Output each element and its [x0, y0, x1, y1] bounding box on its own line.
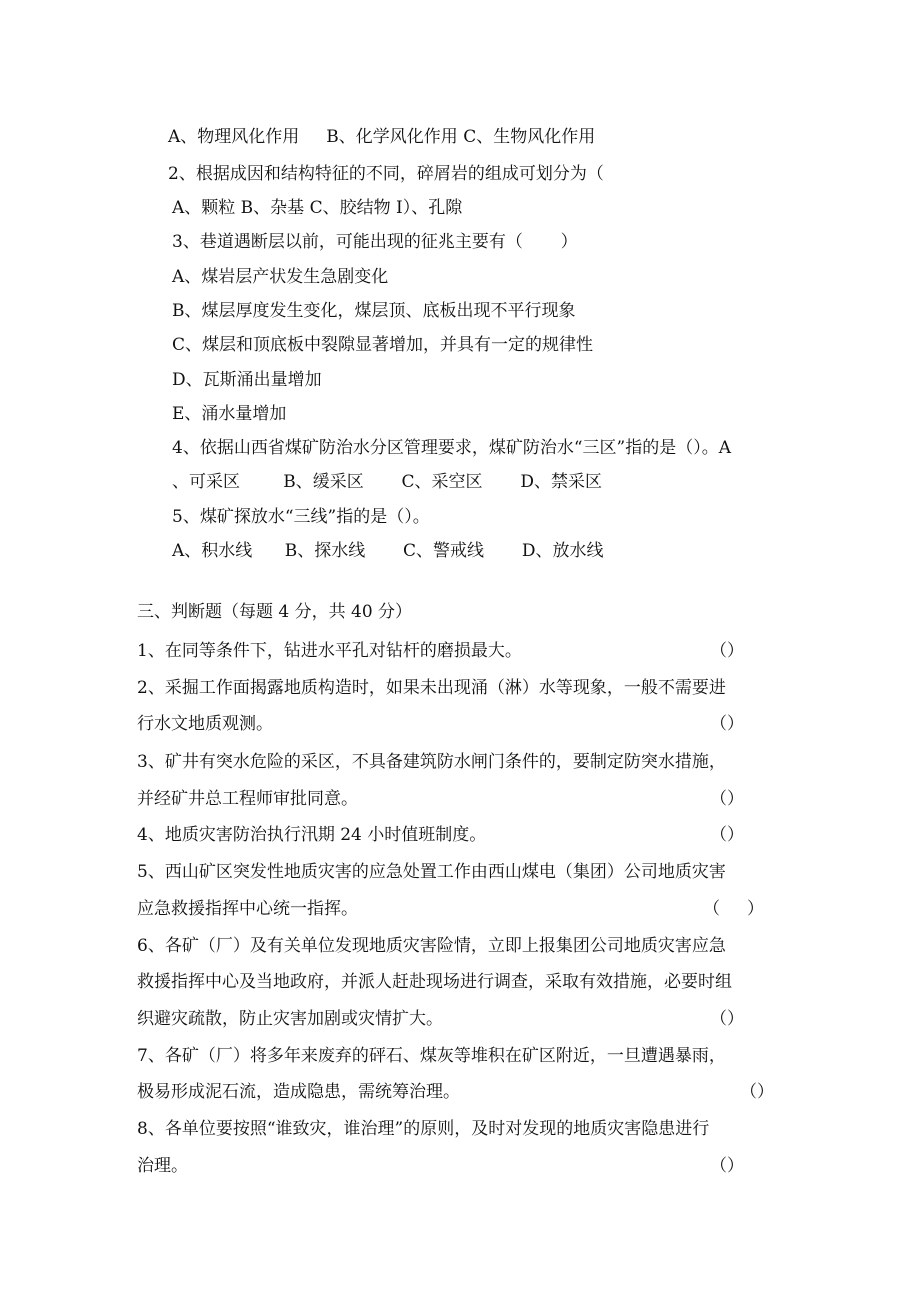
tf-answer-5: （ ）	[703, 899, 765, 919]
tf-answer-6: （）	[710, 1009, 744, 1029]
q2-options: A、颗粒 B、杂基 C、胶结物 I）、孔隙	[172, 198, 463, 218]
tf-section-header: 三、判断题（每题 4 分，共 40 分）	[137, 602, 413, 622]
tf-item-5-line1: 5、西山矿区突发性地质灾害的应急处置工作由西山煤电（集团）公司地质灾害	[137, 862, 726, 882]
q3-option-e: E、涌水量增加	[172, 404, 287, 424]
tf-answer-1: （）	[710, 641, 744, 661]
tf-answer-7: （）	[740, 1082, 774, 1102]
tf-item-6-line3: 织避灾疏散，防止灾害加剧或灾情扩大。	[137, 1009, 443, 1029]
q5-options: A、积水线 B、探水线 C、警戒线 D、放水线	[172, 541, 604, 561]
tf-answer-4: （）	[710, 825, 744, 845]
q5-stem: 5、煤矿探放水“三线”指的是（）。	[172, 507, 430, 527]
tf-item-8-line2: 治理。	[137, 1156, 188, 1176]
q4-stem: 4、依据山西省煤矿防治水分区管理要求，煤矿防治水“三区”指的是（）。A	[172, 438, 731, 458]
q3-option-c: C、煤层和顶底板中裂隙显著增加，并具有一定的规律性	[172, 335, 594, 355]
q3-option-b: B、煤层厚度发生变化，煤层顶、底板出现不平行现象	[172, 301, 576, 321]
q3-stem: 3、巷道遇断层以前，可能出现的征兆主要有（ ）	[172, 232, 578, 252]
tf-item-5-line2: 应急救援指挥中心统一指挥。	[137, 899, 358, 919]
tf-item-1: 1、在同等条件下，钻进水平孔对钻杆的磨损最大。	[137, 641, 522, 661]
tf-item-4: 4、地质灾害防治执行汛期 24 小时值班制度。	[137, 825, 487, 845]
tf-item-3-line2: 并经矿井总工程师审批同意。	[137, 789, 358, 809]
tf-item-8-line1: 8、各单位要按照“谁致灾，谁治理”的原则，及时对发现的地质灾害隐患进行	[137, 1119, 710, 1139]
tf-item-6-line1: 6、各矿（厂）及有关单位发现地质灾害险情，立即上报集团公司地质灾害应急	[137, 936, 726, 956]
tf-answer-2: （）	[710, 714, 744, 734]
q4-options: 、可采区 B、缓采区 C、采空区 D、禁采区	[172, 472, 603, 492]
tf-item-2-line1: 2、采掘工作面揭露地质构造时，如果未出现涌（淋）水等现象，一般不需要进	[137, 678, 726, 698]
q3-option-d: D、瓦斯涌出量增加	[172, 370, 322, 390]
tf-item-7-line2: 极易形成泥石流，造成隐患，需统筹治理。	[137, 1082, 460, 1102]
q3-option-a: A、煤岩层产状发生急剧变化	[172, 267, 389, 287]
q2-stem: 2、根据成因和结构特征的不同，碎屑岩的组成可划分为（	[168, 164, 604, 184]
tf-answer-3: （）	[710, 789, 744, 809]
tf-item-6-line2: 救援指挥中心及当地政府，并派人赶赴现场进行调查，采取有效措施，必要时组	[137, 972, 732, 992]
tf-item-7-line1: 7、各矿（厂）将多年来废弃的砰石、煤灰等堆积在矿区附近，一旦遭遇暴雨，	[137, 1046, 726, 1066]
tf-item-3-line1: 3、矿井有突水危险的采区，不具备建筑防水闸门条件的，要制定防突水措施，	[137, 752, 726, 772]
q1-options: A、物理风化作用 B、化学风化作用 C、生物风化作用	[168, 127, 596, 147]
tf-item-2-line2: 行水文地质观测。	[137, 714, 273, 734]
tf-answer-8: （）	[710, 1156, 744, 1176]
